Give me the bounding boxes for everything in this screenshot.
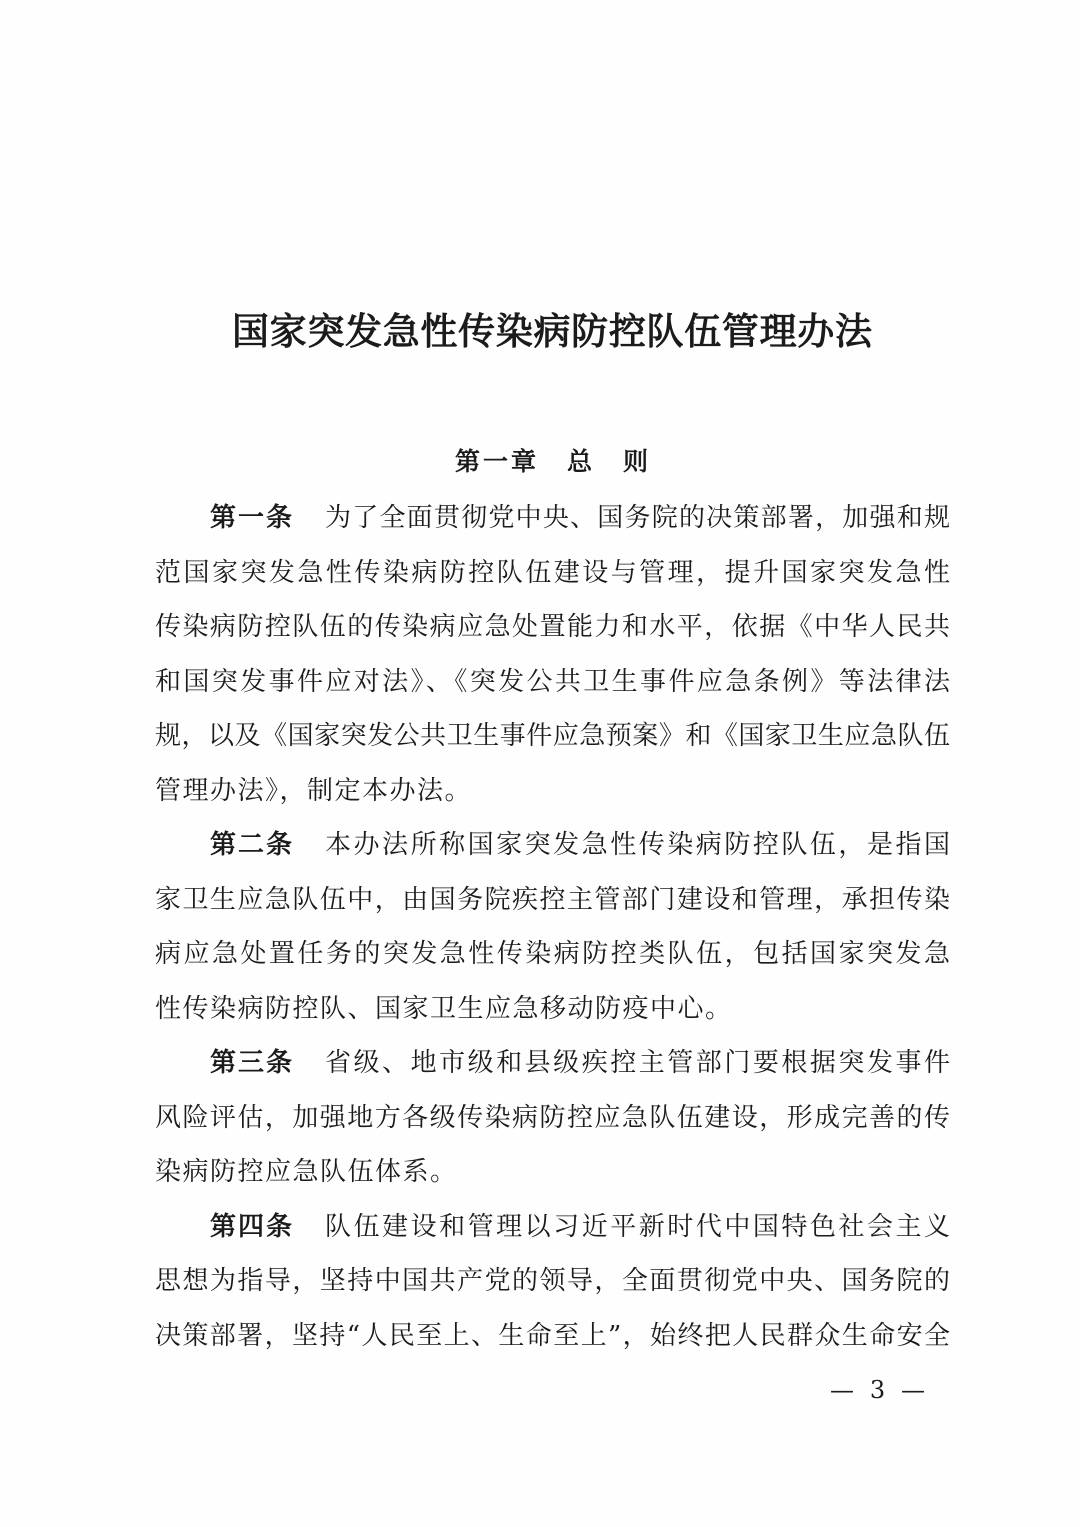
article-1-text-line: 范国家突发急性传染病防控队伍建设与管理，提升国家突发急性 <box>155 557 950 588</box>
article-3-label: 第三条 <box>210 1048 292 1078</box>
article-3-text-line: 染病防控应急队伍体系。 <box>155 1157 458 1187</box>
article-1-label: 第一条 <box>210 503 292 533</box>
article-1-text-line: 为了全面贯彻党中央、国务院的决策部署，加强和规 <box>325 503 950 533</box>
article-3-text-line: 省级、地市级和县级疾控主管部门要根据突发事件 <box>325 1048 950 1078</box>
document-title: 国家突发急性传染病防控队伍管理办法 <box>232 309 872 353</box>
article-4-text-line: 队伍建设和管理以习近平新时代中国特色社会主义 <box>325 1211 950 1242</box>
page-number: — 3 — <box>830 1376 925 1404</box>
article-1-text-line: 和国突发事件应对法》、《突发公共卫生事件应急条例》等法律法 <box>155 666 950 697</box>
article-1-text-line: 传染病防控队伍的传染病应急处置能力和水平，依据《中华人民共 <box>155 612 950 642</box>
article-2-first-line <box>155 818 950 873</box>
article-2-text-line: 本办法所称国家突发急性传染病防控队伍，是指国 <box>325 830 950 860</box>
article-1-text-line: 规，以及《国家突发公共卫生事件应急预案》和《国家卫生应急队伍 <box>155 721 950 751</box>
chapter-heading: 第一章 总 则 <box>455 447 648 476</box>
article-2-text-line: 家卫生应急队伍中，由国务院疾控主管部门建设和管理，承担传染 <box>155 884 950 915</box>
article-1-first-line <box>155 491 950 546</box>
document-body <box>155 491 950 1363</box>
article-4-first-line <box>155 1200 950 1255</box>
article-4-text-line: 决策部署，坚持“人民至上、生命至上”，始终把人民群众生命安全 <box>155 1320 950 1351</box>
article-2-text-line: 性传染病防控队、国家卫生应急移动防疫中心。 <box>155 993 733 1024</box>
article-3-first-line <box>155 1036 950 1091</box>
article-2-label: 第二条 <box>210 830 292 860</box>
article-3-text-line: 风险评估，加强地方各级传染病防控应急队伍建设，形成完善的传 <box>155 1102 950 1133</box>
article-2-text-line: 病应急处置任务的突发急性传染病防控类队伍，包括国家突发急 <box>155 939 950 969</box>
article-4-label: 第四条 <box>210 1211 292 1242</box>
article-4-text-line: 思想为指导，坚持中国共产党的领导，全面贯彻党中央、国务院的 <box>155 1266 950 1296</box>
article-1-text-line: 管理办法》，制定本办法。 <box>155 775 473 806</box>
